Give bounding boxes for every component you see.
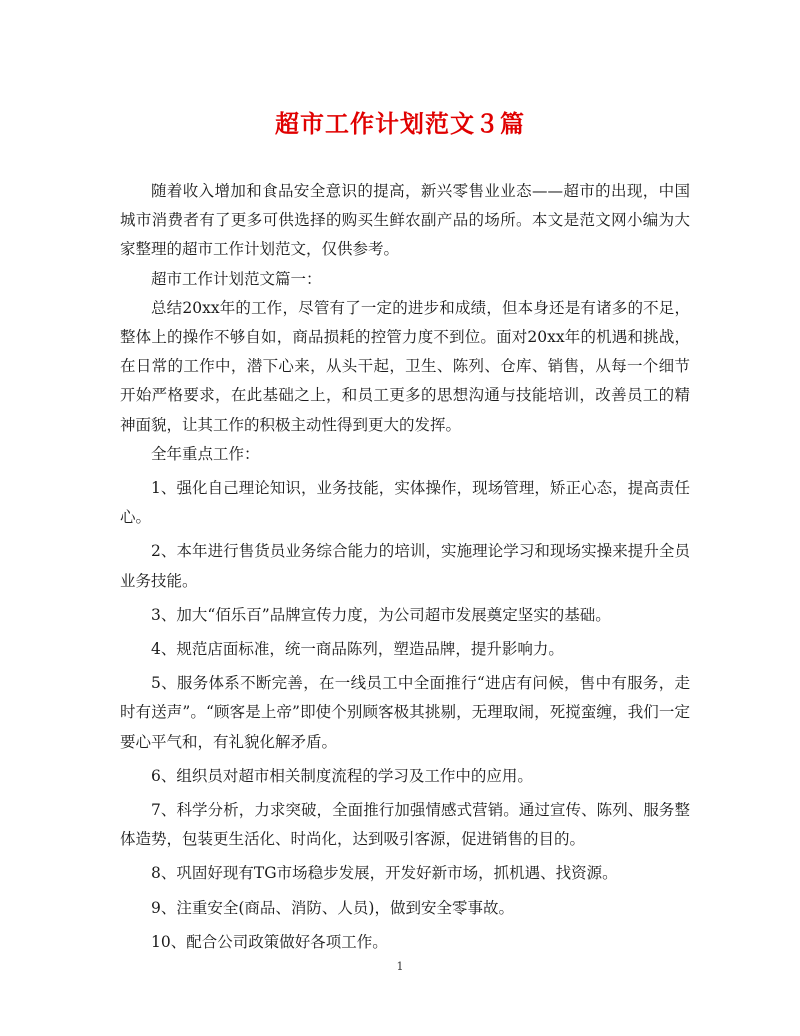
summary-paragraph: 总结20xx年的工作，尽管有了一定的进步和成绩，但本身还是有诸多的不足，整体上的操作不够自如，商品损耗的控管力度不到位。面对20xx年的机遇和挑战，在日常的工作中，潜下心来，从头干起，卫生、陈列、仓库、销售，从每一个细节开始严格要求，在此基础之上，和员工更多的思想沟通与技能培训，改善员工的精神面貌，让其工作的积极主动性得到更大的发挥。 [120,298,690,434]
section-heading: 超市工作计划范文篇一： [151,269,322,288]
document-title: 超市工作计划范文３篇 [275,109,525,138]
list-item: 3、加大“佰乐百”品牌宣传力度，为公司超市发展奠定坚实的基础。 [151,605,611,624]
intro-paragraph: 随着收入增加和食品安全意识的提高，新兴零售业业态——超市的出现，中国城市消费者有了更多可供选择的购买生鲜农副产品的场所。本文是范文网小编为大家整理的超市工作计划范文，仅供参考。 [120,182,690,259]
list-item: 7、科学分析，力求突破，全面推行加强情感式营销。通过宣传、陈列、服务整体造势，包装更生活化、时尚化，达到吸引客源，促进销售的目的。 [120,801,690,849]
list-item: 4、规范店面标准，统一商品陈列，塑造品牌，提升影响力。 [151,640,564,659]
list-item: 6、组织员对超市相关制度流程的学习及工作中的应用。 [151,766,533,785]
list-item: 5、服务体系不断完善，在一线员工中全面推行“进店有问候，售中有服务，走时有送声”。“顾客是上帝”即使个别顾客极其挑剔，无理取闹，死搅蛮缠，我们一定要心平气和，有礼貌化解矛盾。 [120,674,690,751]
list-item: 8、巩固好现有TG市场稳步发展，开发好新市场，抓机遇、找资源。 [151,864,618,883]
list-item: 2、本年进行售货员业务综合能力的培训，实施理论学习和现场实操来提升全员业务技能。 [120,542,690,590]
list-item: 1、强化自己理论知识，业务技能，实体操作，现场管理，矫正心态，提高责任心。 [120,479,690,527]
key-work-heading: 全年重点工作： [151,444,260,463]
list-item: 9、注重安全(商品、消防、人员)，做到安全零事故。 [151,898,514,917]
list-item: 10、配合公司政策做好各项工作。 [151,932,388,951]
page-number: 1 [396,960,404,973]
document-body [120,177,690,957]
